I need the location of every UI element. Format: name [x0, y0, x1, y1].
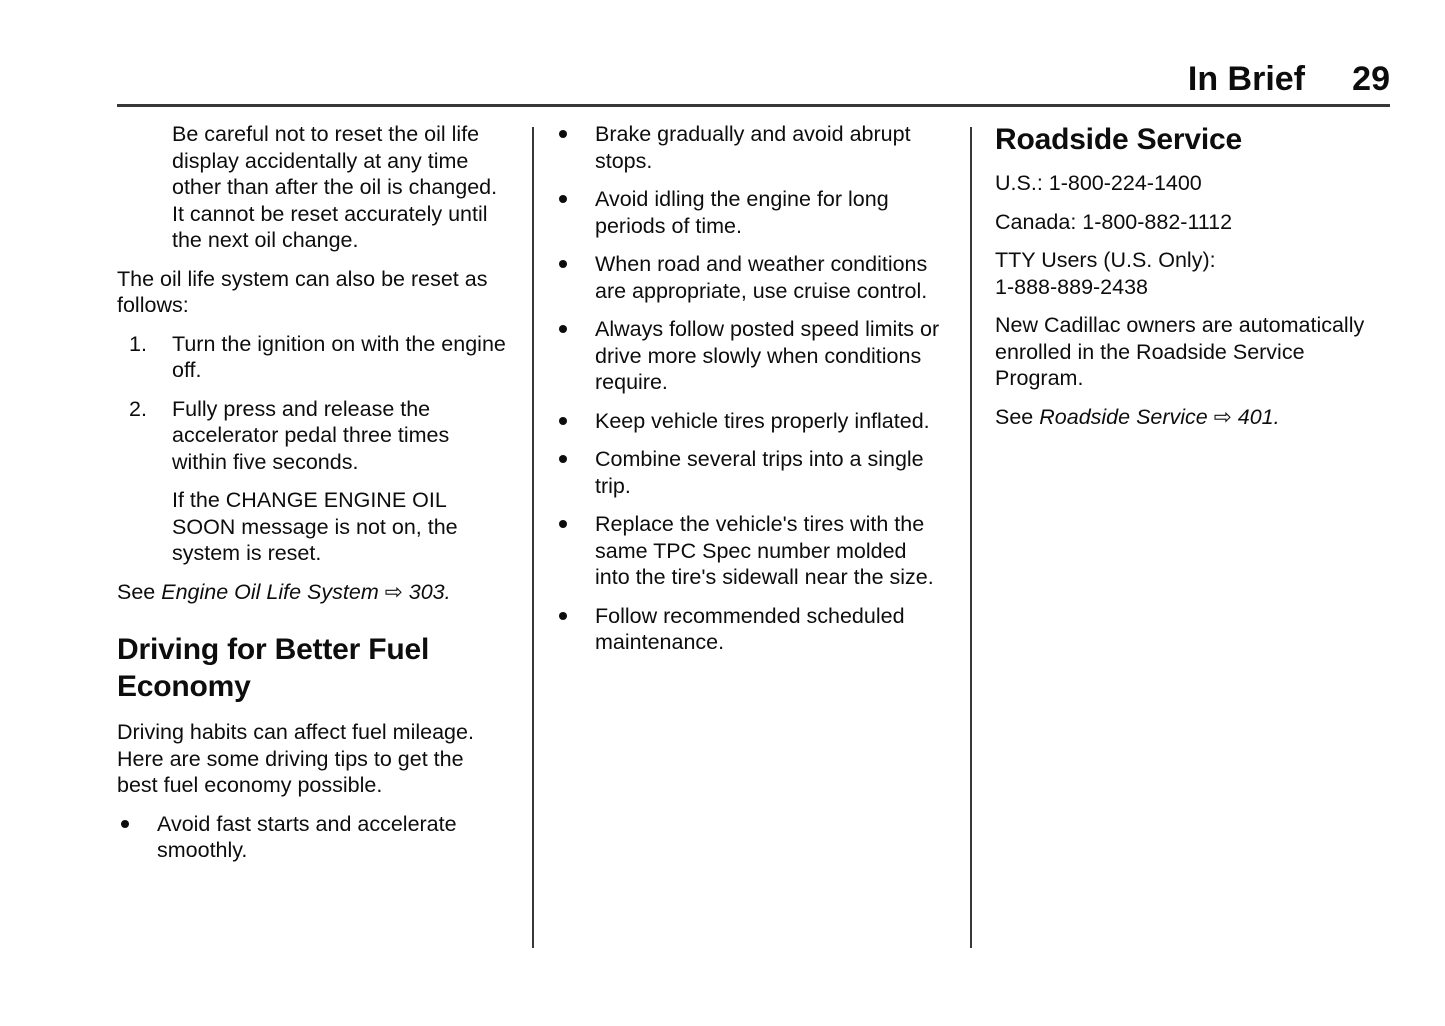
section-heading-fuel-economy: Driving for Better Fuel Economy [117, 633, 430, 703]
bullet-icon [555, 408, 595, 435]
column-divider-right [970, 127, 972, 948]
bullet-icon [555, 251, 595, 304]
list-item [117, 811, 509, 864]
column-2 [555, 121, 945, 668]
fuel-economy-paragraph: Driving habits can affect fuel mileage. Here are some driving tips to get the best fuel economy possible. [117, 720, 474, 797]
list-item [555, 511, 945, 591]
step-number: 1. [129, 331, 147, 356]
tty-label: TTY Users (U.S. Only): [995, 248, 1216, 272]
list-item-text: Keep vehicle tires properly inflated. [595, 408, 930, 433]
step-text: Fully press and release the accelerator pedal three times within five seconds. [172, 396, 450, 474]
reference-arrow-icon: ⇨ [384, 579, 403, 604]
list-item [555, 251, 945, 304]
list-item [555, 603, 945, 656]
cross-reference-oil-life [117, 579, 509, 606]
tty-number: 1-888-889-2438 [995, 274, 1149, 299]
page-number: 29 [1352, 60, 1390, 98]
list-item-text: Brake gradually and avoid abrupt stops. [595, 122, 911, 173]
column-3 [995, 121, 1375, 442]
bullet-icon [555, 121, 595, 174]
section-heading-roadside-service: Roadside Service [995, 123, 1242, 156]
phone-tty [995, 247, 1375, 300]
list-item-text: Avoid fast starts and accelerate smoothly. [157, 811, 457, 862]
see-prefix: See [995, 404, 1034, 429]
enrollment-note: New Cadillac owners are automatically enrolled in the Roadside Service Program. [995, 313, 1365, 390]
bullet-icon [555, 186, 595, 239]
oil-reset-note: Be careful not to reset the oil life display accidentally at any time other than after the oil is changed. It cannot be reset accurately until the next oil change. [172, 122, 498, 252]
list-item-text: Always follow posted speed limits or drive more slowly when conditions require. [595, 317, 940, 394]
reference-title: Engine Oil Life System [161, 579, 379, 604]
phone-us: U.S.: 1-800-224-1400 [995, 171, 1202, 195]
column-divider-left [532, 127, 534, 948]
step-result-note: If the CHANGE ENGINE OIL SOON message is not on, the system is reset. [172, 488, 458, 565]
list-item-text: Combine several trips into a single trip. [595, 447, 924, 498]
list-item-text: Replace the vehicle's tires with the same TPC Spec number molded into the tire's sidewall near the size. [595, 512, 934, 589]
bullet-icon [555, 603, 595, 656]
column-1 [117, 121, 509, 876]
reference-page: 303. [408, 579, 451, 604]
bullet-icon [555, 446, 595, 499]
header-rule [117, 104, 1390, 107]
bullet-icon [555, 316, 595, 396]
list-item [555, 316, 945, 396]
list-item [555, 408, 945, 435]
bullet-icon [555, 511, 595, 591]
numbered-step [117, 331, 509, 384]
reference-arrow-icon: ⇨ [1213, 404, 1232, 429]
step-text: Turn the ignition on with the engine off. [172, 331, 506, 382]
cross-reference-roadside-service [995, 404, 1375, 431]
list-item-text: When road and weather conditions are appropriate, use cruise control. [595, 252, 928, 303]
list-item [555, 186, 945, 239]
list-item [555, 446, 945, 499]
list-item [555, 121, 945, 174]
reference-page: 401. [1237, 404, 1280, 429]
page-header-section-title: In Brief [1187, 60, 1305, 98]
bullet-icon [117, 811, 157, 864]
see-prefix: See [117, 579, 156, 604]
list-item-text: Follow recommended scheduled maintenance. [595, 603, 905, 654]
list-item-text: Avoid idling the engine for long periods of time. [595, 187, 889, 238]
numbered-step [117, 396, 509, 476]
oil-reset-intro: The oil life system can also be reset as follows: [117, 266, 488, 317]
reference-title: Roadside Service [1039, 404, 1208, 429]
phone-canada: Canada: 1-800-882-1112 [995, 209, 1233, 234]
step-number: 2. [129, 396, 147, 421]
